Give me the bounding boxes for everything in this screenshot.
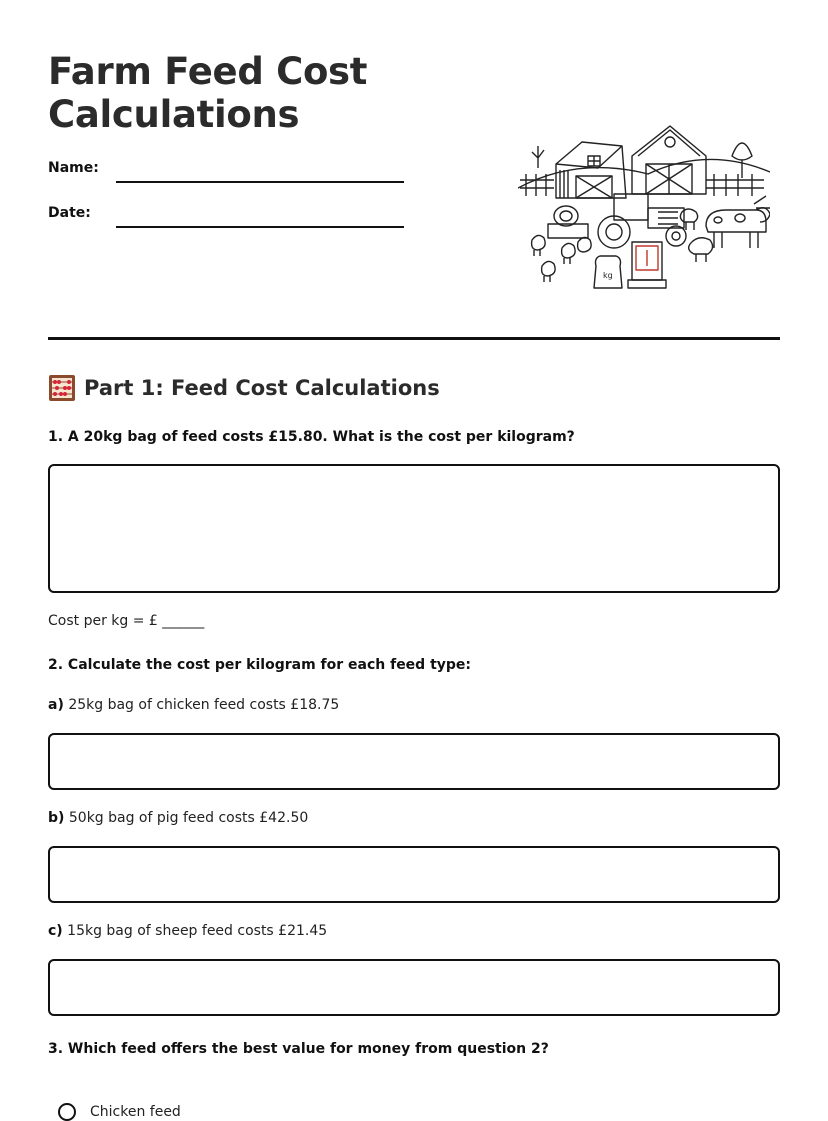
name-label: Name: <box>48 160 99 176</box>
q2-item-c-letter: c) <box>48 923 63 939</box>
q2-item-c <box>48 923 327 939</box>
q3-option-label: Chicken feed <box>90 1104 181 1120</box>
q1-answer-box[interactable] <box>48 464 780 593</box>
q2-item-b <box>48 810 308 826</box>
q2a-answer-box[interactable] <box>48 733 780 790</box>
q2-item-a-text: 25kg bag of chicken feed costs £18.75 <box>68 697 340 713</box>
q2-item-a-letter: a) <box>48 697 64 713</box>
question-1: 1. A 20kg bag of feed costs £15.80. What is the cost per kilogram? <box>48 429 575 445</box>
part1-heading <box>48 374 440 402</box>
q2-item-c-text: 15kg bag of sheep feed costs £21.45 <box>67 923 328 939</box>
q1-answer-line: Cost per kg = £ ______ <box>48 613 205 629</box>
q2-item-a <box>48 697 339 713</box>
abacus-icon <box>48 374 76 402</box>
name-field-line[interactable] <box>116 181 404 183</box>
q2-item-b-letter: b) <box>48 810 65 826</box>
question-2: 2. Calculate the cost per kilogram for each feed type: <box>48 657 472 673</box>
radio-button[interactable] <box>58 1103 76 1121</box>
section-divider <box>48 337 780 340</box>
farm-illustration <box>518 116 770 294</box>
q2-item-b-text: 50kg bag of pig feed costs £42.50 <box>68 810 309 826</box>
scale-kg-label: kg <box>603 271 613 280</box>
worksheet-title: Farm Feed Cost Calculations <box>48 50 368 136</box>
q3-option-chicken[interactable] <box>58 1103 181 1121</box>
part1-heading-text: Part 1: Feed Cost Calculations <box>84 376 440 400</box>
q2b-answer-box[interactable] <box>48 846 780 903</box>
date-label: Date: <box>48 205 91 221</box>
q2c-answer-box[interactable] <box>48 959 780 1016</box>
date-field-line[interactable] <box>116 226 404 228</box>
question-3: 3. Which feed offers the best value for money from question 2? <box>48 1041 549 1057</box>
